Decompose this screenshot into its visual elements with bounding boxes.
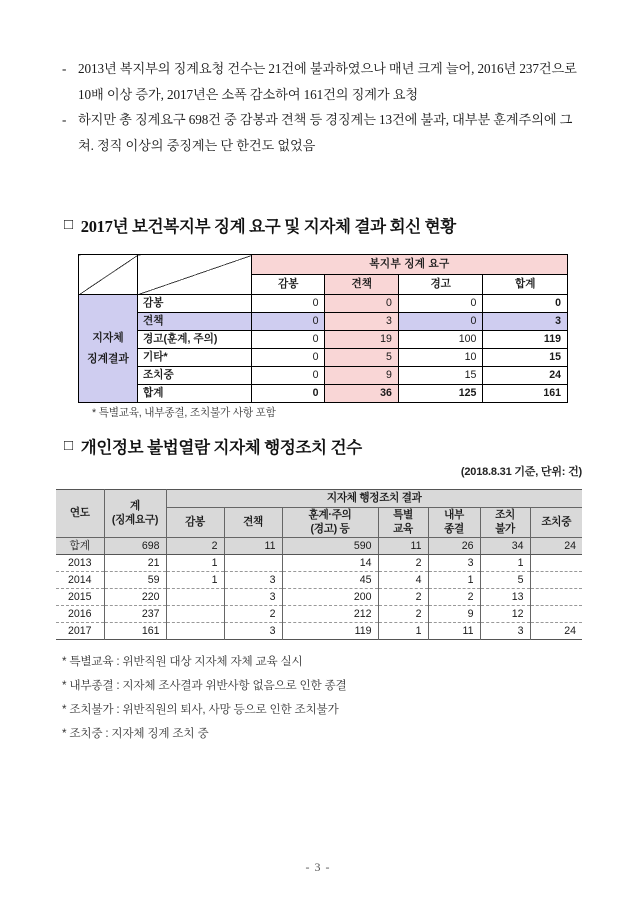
cell-impossible: 13 bbox=[480, 588, 530, 605]
cell-value: 0 bbox=[398, 295, 482, 313]
footnote-item: * 조치불가 : 위반직원의 퇴사, 사망 등으로 인한 조치불가 bbox=[62, 703, 339, 717]
cell-gyeonchaek: 3 bbox=[224, 571, 282, 588]
cell-value: 0 bbox=[483, 295, 568, 313]
cell-special: 2 bbox=[378, 588, 428, 605]
cell-value: 119 bbox=[483, 331, 568, 349]
cell-value: 0 bbox=[252, 367, 325, 385]
table-row bbox=[56, 571, 582, 588]
cell-hungye: 200 bbox=[282, 588, 378, 605]
cell-value: 161 bbox=[483, 385, 568, 403]
column-header-action-impossible bbox=[480, 508, 530, 538]
admin-action-table bbox=[56, 489, 582, 640]
cell-gyeonchaek: 11 bbox=[224, 537, 282, 554]
table-row bbox=[79, 349, 568, 367]
bullet-item bbox=[62, 56, 582, 107]
cell-value: 15 bbox=[483, 349, 568, 367]
cell-gambong bbox=[166, 622, 224, 639]
cell-gambong: 2 bbox=[166, 537, 224, 554]
table-row bbox=[79, 367, 568, 385]
row-label: 합계 bbox=[138, 385, 252, 403]
cell-total: 59 bbox=[104, 571, 166, 588]
cell-internal: 9 bbox=[428, 605, 480, 622]
cell-gambong bbox=[166, 605, 224, 622]
column-header-gambong: 감봉 bbox=[166, 508, 224, 538]
column-header-hungye bbox=[282, 508, 378, 538]
column-header-special-education bbox=[378, 508, 428, 538]
column-header-year: 연도 bbox=[56, 490, 104, 538]
cell-inprogress bbox=[530, 588, 582, 605]
group-header-cell: 지자체 행정조치 결과 bbox=[166, 490, 582, 508]
cell-value: 10 bbox=[398, 349, 482, 367]
section-1-heading-text: 2017년 보건복지부 징계 요구 및 지자체 결과 회신 현황 bbox=[80, 217, 456, 236]
cell-hungye: 212 bbox=[282, 605, 378, 622]
cell-hungye: 119 bbox=[282, 622, 378, 639]
cell-value: 24 bbox=[483, 367, 568, 385]
cell-impossible: 12 bbox=[480, 605, 530, 622]
table-row bbox=[79, 313, 568, 331]
cell-impossible: 5 bbox=[480, 571, 530, 588]
cell-inprogress: 24 bbox=[530, 537, 582, 554]
cell-internal: 3 bbox=[428, 554, 480, 571]
column-header-total: 합계 bbox=[483, 275, 568, 295]
table-row bbox=[56, 588, 582, 605]
row-axis-header-line1: 지자체 bbox=[92, 332, 124, 344]
cell-value: 5 bbox=[325, 349, 398, 367]
cell-special: 1 bbox=[378, 622, 428, 639]
section-1-heading bbox=[64, 213, 456, 237]
cell-special: 2 bbox=[378, 605, 428, 622]
table-row bbox=[56, 605, 582, 622]
cell-year: 2016 bbox=[56, 605, 104, 622]
table-1-footnote: * 특별교육, 내부종결, 조치불가 사항 포함 bbox=[92, 407, 276, 419]
table-row-total bbox=[56, 537, 582, 554]
column-header-internal-closure bbox=[428, 508, 480, 538]
column-header-impossible-line2: 불가 bbox=[495, 523, 515, 536]
cell-total: 21 bbox=[104, 554, 166, 571]
table-row bbox=[79, 295, 568, 313]
cell-total: 161 bbox=[104, 622, 166, 639]
cell-hungye: 590 bbox=[282, 537, 378, 554]
cell-total: 698 bbox=[104, 537, 166, 554]
cell-year: 합계 bbox=[56, 537, 104, 554]
row-label: 조치중 bbox=[138, 367, 252, 385]
cell-year: 2015 bbox=[56, 588, 104, 605]
cell-special: 2 bbox=[378, 554, 428, 571]
cell-special: 4 bbox=[378, 571, 428, 588]
column-header-hungye-line2: (경고) 등 bbox=[310, 523, 350, 536]
footnote-item: * 특별교육 : 위반직원 대상 지자체 자체 교육 실시 bbox=[62, 655, 303, 668]
table-row bbox=[56, 554, 582, 571]
cell-gambong: 1 bbox=[166, 554, 224, 571]
table-row-group-header bbox=[79, 255, 568, 275]
cell-inprogress bbox=[530, 605, 582, 622]
cell-internal: 2 bbox=[428, 588, 480, 605]
cell-gambong: 1 bbox=[166, 571, 224, 588]
bullet-paragraph-list bbox=[62, 56, 582, 159]
column-header-gyeonchaek: 견책 bbox=[325, 275, 398, 295]
table-2-footnote-list bbox=[62, 650, 582, 746]
cell-hungye: 45 bbox=[282, 571, 378, 588]
cell-year: 2013 bbox=[56, 554, 104, 571]
row-axis-header-line2: 징계결과 bbox=[87, 352, 129, 365]
bullet-item bbox=[62, 107, 582, 158]
column-header-gyeonchaek: 견책 bbox=[224, 508, 282, 538]
cell-value: 0 bbox=[398, 313, 482, 331]
cell-value: 3 bbox=[325, 313, 398, 331]
bullet-text: 하지만 총 징계요구 698건 중 감봉과 견책 등 경징계는 13건에 불과, 대부분 훈계주의에 그쳐. 정직 이상의 중징계는 단 한건도 없었음 bbox=[78, 112, 573, 154]
section-2-heading bbox=[64, 434, 362, 458]
cell-value: 3 bbox=[483, 313, 568, 331]
unit-caption: (2018.8.31 기준, 단위: 건) bbox=[460, 466, 582, 478]
discipline-request-table-container bbox=[78, 254, 568, 403]
column-header-impossible-line1: 조치 bbox=[495, 509, 515, 521]
footnote-item: * 조치중 : 지자체 징계 조치 중 bbox=[62, 727, 209, 741]
column-header-total-line1: 계 bbox=[130, 500, 140, 512]
cell-internal: 11 bbox=[428, 622, 480, 639]
cell-total: 220 bbox=[104, 588, 166, 605]
cell-gyeonchaek: 3 bbox=[224, 588, 282, 605]
cell-year: 2017 bbox=[56, 622, 104, 639]
admin-action-table-body bbox=[56, 537, 582, 639]
row-label: 경고(훈계, 주의) bbox=[138, 331, 252, 349]
discipline-request-table bbox=[78, 254, 568, 403]
diagonal-corner-cell bbox=[79, 255, 138, 295]
cell-value: 100 bbox=[398, 331, 482, 349]
cell-value: 9 bbox=[325, 367, 398, 385]
group-header-cell: 복지부 징계 요구 bbox=[252, 255, 568, 275]
table-row-group-header bbox=[56, 490, 582, 508]
row-label: 감봉 bbox=[138, 295, 252, 313]
row-label: 견책 bbox=[138, 313, 252, 331]
cell-value: 0 bbox=[252, 295, 325, 313]
cell-impossible: 1 bbox=[480, 554, 530, 571]
column-header-internal-line2: 종결 bbox=[444, 523, 464, 536]
cell-value: 125 bbox=[398, 385, 482, 403]
cell-impossible: 3 bbox=[480, 622, 530, 639]
table-row bbox=[56, 622, 582, 639]
column-header-special-line1: 특별 bbox=[393, 509, 413, 521]
diagonal-corner-cell-b bbox=[138, 255, 252, 295]
cell-inprogress bbox=[530, 571, 582, 588]
cell-value: 0 bbox=[252, 331, 325, 349]
table-row-total bbox=[79, 385, 568, 403]
section-2-heading-text: 개인정보 불법열람 지자체 행정조치 건수 bbox=[80, 438, 362, 457]
footnote-item: * 내부종결 : 지자체 조사결과 위반사항 없음으로 인한 종결 bbox=[62, 679, 347, 693]
row-label: 기타* bbox=[138, 349, 252, 367]
page-number: - 3 - bbox=[305, 860, 331, 874]
cell-special: 11 bbox=[378, 537, 428, 554]
cell-value: 0 bbox=[252, 313, 325, 331]
cell-impossible: 34 bbox=[480, 537, 530, 554]
column-header-in-progress: 조치중 bbox=[530, 508, 582, 538]
cell-year: 2014 bbox=[56, 571, 104, 588]
bullet-text: 2013년 복지부의 징계요청 건수는 21건에 불과하였으나 매년 크게 늘어, 2016년 237건으로 10배 이상 증가, 2017년은 소폭 감소하여 161건의 징계가 요청 bbox=[78, 61, 580, 102]
cell-inprogress: 24 bbox=[530, 622, 582, 639]
cell-value: 0 bbox=[325, 295, 398, 313]
cell-value: 19 bbox=[325, 331, 398, 349]
cell-value: 0 bbox=[252, 385, 325, 403]
cell-gyeonchaek bbox=[224, 554, 282, 571]
column-header-special-line2: 교육 bbox=[393, 523, 413, 536]
cell-internal: 26 bbox=[428, 537, 480, 554]
cell-hungye: 14 bbox=[282, 554, 378, 571]
column-header-gyeonggo: 경고 bbox=[398, 275, 482, 295]
bullet-dash-marker: - bbox=[62, 112, 67, 128]
cell-value: 15 bbox=[398, 367, 482, 385]
cell-total: 237 bbox=[104, 605, 166, 622]
cell-inprogress bbox=[530, 554, 582, 571]
cell-value: 0 bbox=[252, 349, 325, 367]
cell-internal: 1 bbox=[428, 571, 480, 588]
column-header-gambong: 감봉 bbox=[252, 275, 325, 295]
bullet-dash-marker: - bbox=[62, 61, 67, 76]
column-header-hungye-line1: 훈계·주의 bbox=[308, 509, 352, 521]
admin-action-table-container bbox=[56, 489, 582, 640]
column-header-total bbox=[104, 490, 166, 538]
cell-value: 36 bbox=[325, 385, 398, 403]
square-bullet-icon: □ bbox=[64, 437, 73, 454]
row-axis-header bbox=[79, 295, 138, 403]
cell-gambong bbox=[166, 588, 224, 605]
cell-gyeonchaek: 3 bbox=[224, 622, 282, 639]
table-row bbox=[79, 331, 568, 349]
column-header-internal-line1: 내부 bbox=[444, 509, 464, 521]
square-bullet-icon: □ bbox=[64, 216, 73, 233]
column-header-total-line2: (징계요구) bbox=[111, 514, 159, 527]
cell-gyeonchaek: 2 bbox=[224, 605, 282, 622]
